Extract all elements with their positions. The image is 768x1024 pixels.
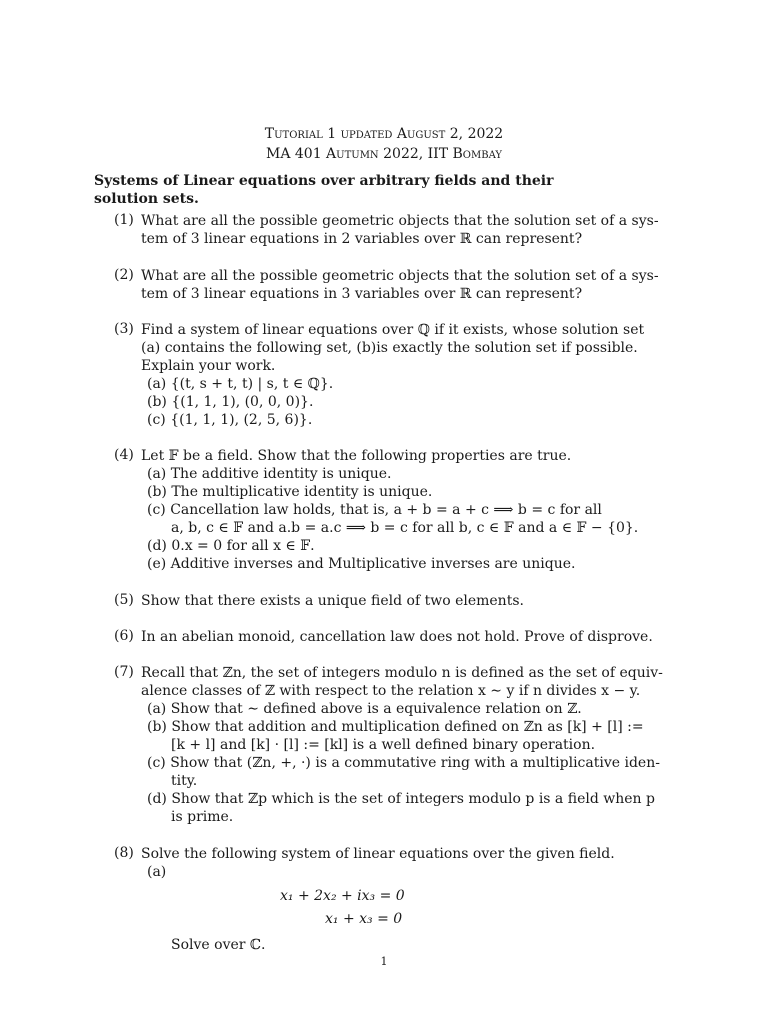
problem-number: (8) bbox=[114, 845, 134, 861]
problem-text-line: Explain your work. bbox=[141, 358, 276, 374]
subproblem-line: (b) The multiplicative identity is unique. bbox=[147, 484, 433, 500]
problem-text-line: What are all the possible geometric objects that the solution set of a sys- bbox=[141, 268, 659, 284]
page-number: 1 bbox=[380, 955, 388, 968]
problem-number: (1) bbox=[114, 212, 134, 228]
subproblem-line: tity. bbox=[171, 773, 198, 789]
problem-number: (7) bbox=[114, 664, 134, 680]
problem-text-line: alence classes of ℤ with respect to the relation x ∼ y if n divides x − y. bbox=[141, 683, 641, 699]
subproblem-line: is prime. bbox=[171, 809, 234, 825]
course-title: MA 401 Autumn 2022, IIT Bombay bbox=[265, 146, 502, 162]
problem-number: (5) bbox=[114, 592, 134, 608]
subproblem-line: (a) bbox=[147, 864, 167, 880]
subproblem-line: (c) Show that (ℤn, +, ·) is a commutative ring with a multiplicative iden- bbox=[147, 755, 660, 771]
problem-text-line: Show that there exists a unique field of two elements. bbox=[141, 593, 524, 609]
subproblem-line: (b) {(1, 1, 1), (0, 0, 0)}. bbox=[147, 394, 314, 410]
section-heading: Systems of Linear equations over arbitrary fields and their solution sets. bbox=[94, 173, 554, 207]
subproblem-line: (c) Cancellation law holds, that is, a + b = a + c ⟹ b = c for all bbox=[147, 502, 602, 518]
subproblem-line: (d) Show that ℤp which is the set of integers modulo p is a field when p bbox=[147, 791, 655, 807]
equation-2: x₁ + x₃ = 0 bbox=[325, 911, 403, 927]
problem-number: (2) bbox=[114, 267, 134, 283]
problem-text-line: What are all the possible geometric objects that the solution set of a sys- bbox=[141, 213, 659, 229]
problem-text-line: Let 𝔽 be a field. Show that the following properties are true. bbox=[141, 448, 572, 464]
subproblem-line: (e) Additive inverses and Multiplicative inverses are unique. bbox=[147, 556, 576, 572]
subproblem-line: a, b, c ∈ 𝔽 and a.b = a.c ⟹ b = c for all b, c ∈ 𝔽 and a ∈ 𝔽 − {0}. bbox=[171, 520, 639, 536]
problem-number: (4) bbox=[114, 447, 134, 463]
subproblem-line: [k + l] and [k] · [l] := [kl] is a well defined binary operation. bbox=[171, 737, 596, 753]
subproblem-line: (a) {(t, s + t, t) | s, t ∈ ℚ}. bbox=[147, 376, 334, 392]
solve-note: Solve over ℂ. bbox=[171, 937, 266, 953]
problem-text-line: tem of 3 linear equations in 3 variables over ℝ can represent? bbox=[141, 286, 583, 302]
problem-text-line: tem of 3 linear equations in 2 variables over ℝ can represent? bbox=[141, 231, 583, 247]
tutorial-title: Tutorial 1 updated August 2, 2022 bbox=[264, 126, 504, 142]
problem-text-line: Find a system of linear equations over ℚ if it exists, whose solution set bbox=[141, 322, 645, 338]
subproblem-line: (b) Show that addition and multiplication defined on ℤn as [k] + [l] := bbox=[147, 719, 644, 735]
problem-text-line: In an abelian monoid, cancellation law does not hold. Prove of disprove. bbox=[141, 629, 653, 645]
subproblem-line: (a) Show that ∼ defined above is a equivalence relation on ℤ. bbox=[147, 701, 582, 717]
subproblem-line: (d) 0.x = 0 for all x ∈ 𝔽. bbox=[147, 538, 315, 554]
subproblem-line: (a) The additive identity is unique. bbox=[147, 466, 392, 482]
equation-1: x₁ + 2x₂ + ix₃ = 0 bbox=[280, 888, 405, 904]
problem-text-line: (a) contains the following set, (b)is exactly the solution set if possible. bbox=[141, 340, 638, 356]
problem-number: (6) bbox=[114, 628, 134, 644]
problem-number: (3) bbox=[114, 321, 134, 337]
problem-text-line: Recall that ℤn, the set of integers modulo n is defined as the set of equiv- bbox=[141, 665, 663, 681]
subproblem-line: (c) {(1, 1, 1), (2, 5, 6)}. bbox=[147, 412, 313, 428]
problem-text-line: Solve the following system of linear equations over the given field. bbox=[141, 846, 615, 862]
